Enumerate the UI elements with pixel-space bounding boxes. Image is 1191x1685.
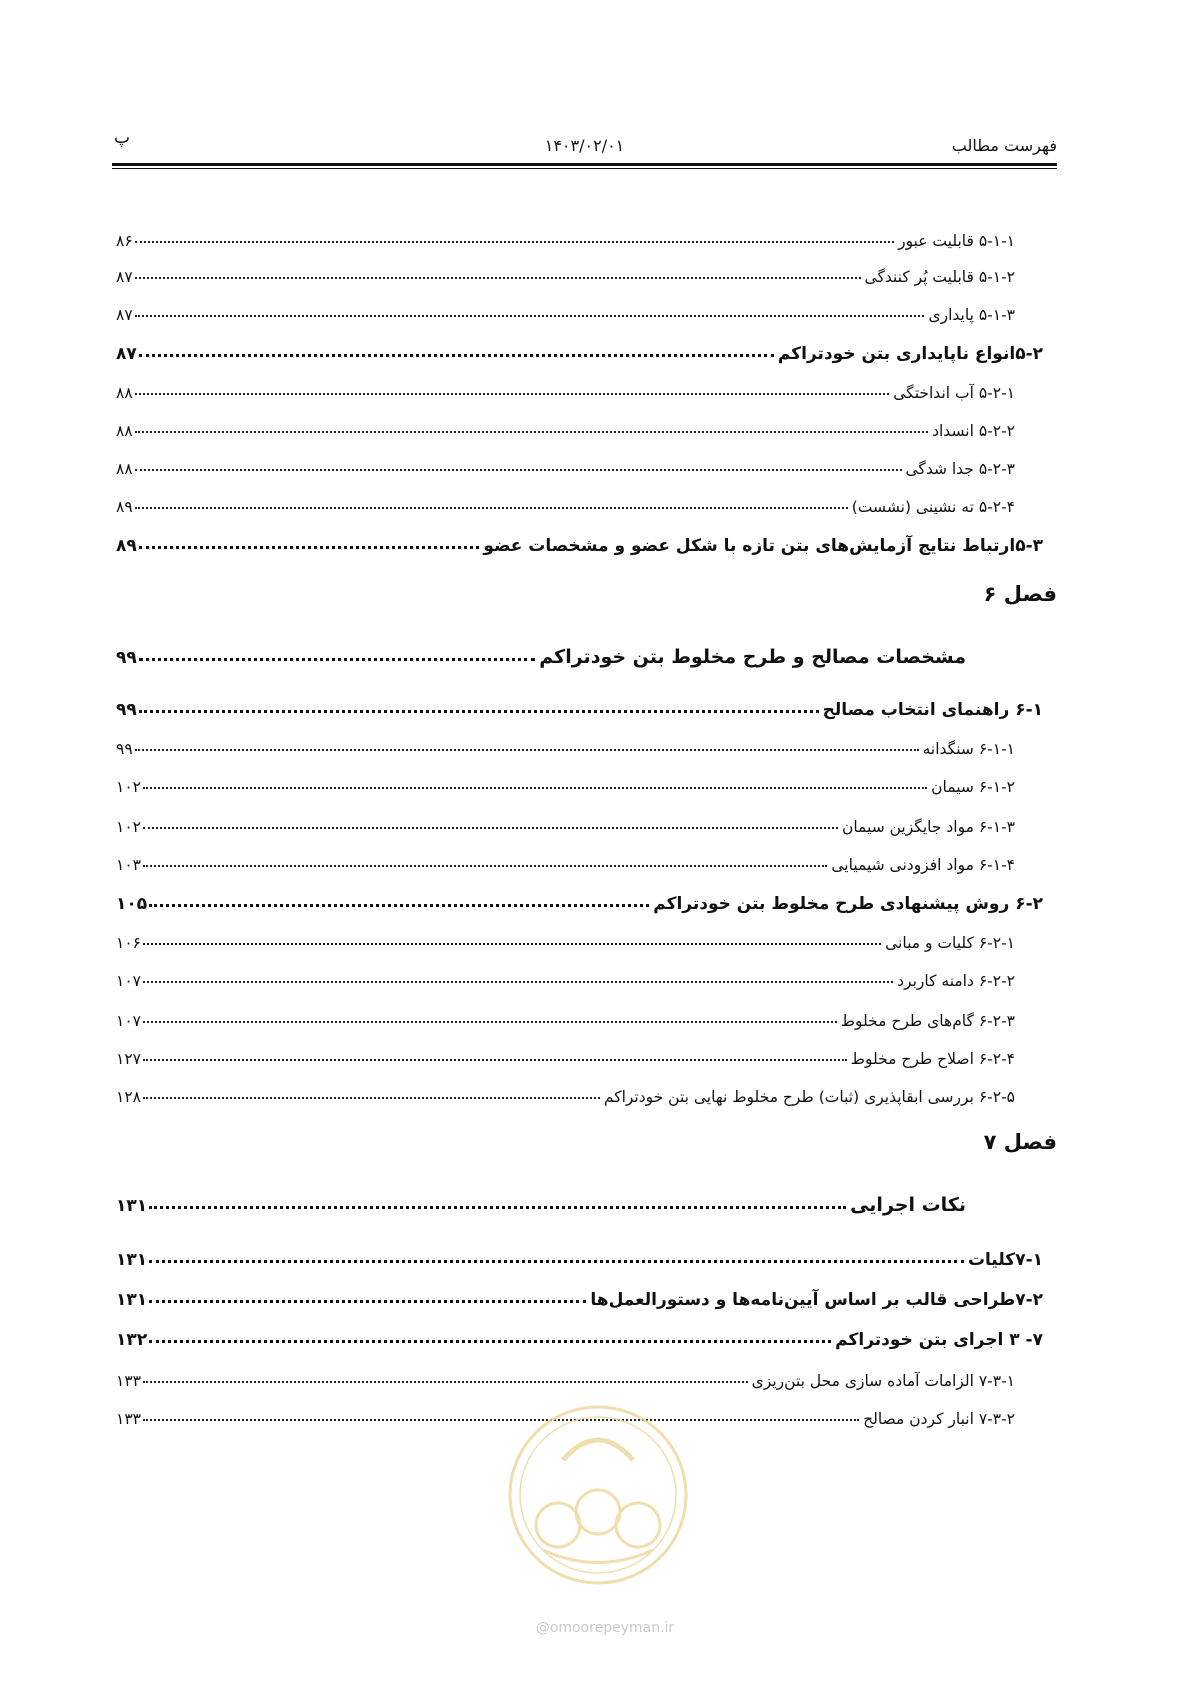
toc-entry-sec[interactable] bbox=[116, 336, 1043, 364]
dot-leader bbox=[149, 1260, 964, 1263]
toc-entry-title: ۵-۱-۳ پایداری bbox=[928, 306, 1015, 324]
toc-entry-sub[interactable] bbox=[116, 412, 1015, 440]
toc-entry-title: ۷-۳-۲ انبار کردن مصالح bbox=[863, 1410, 1015, 1428]
toc-entry-title: ۵-۲-۴ ته نشینی (نشست) bbox=[851, 498, 1015, 516]
toc-entry-title: ۵-۱-۲ قابلیت پُر کنندگی bbox=[864, 268, 1015, 286]
dot-leader bbox=[135, 277, 861, 279]
toc-entry-main[interactable] bbox=[116, 1188, 966, 1216]
toc-entry-page-number: ۸۶ bbox=[116, 232, 133, 250]
toc-entry-sec[interactable] bbox=[116, 692, 1043, 720]
toc-entry-sec[interactable] bbox=[116, 528, 1043, 556]
dot-leader bbox=[143, 1097, 600, 1099]
dot-leader bbox=[135, 749, 919, 751]
toc-entry-sec[interactable] bbox=[116, 886, 1043, 914]
dot-leader bbox=[143, 1381, 748, 1383]
toc-entry-title: ۶-۲-۱ کلیات و مبانی bbox=[885, 934, 1015, 952]
toc-entry-title: ۵-۲-۳ جدا شدگی bbox=[905, 460, 1015, 478]
dot-leader bbox=[139, 354, 774, 357]
toc-entry-page-number: ۱۳۱ bbox=[116, 1196, 148, 1216]
dot-leader bbox=[139, 658, 536, 661]
toc-entry-sec[interactable] bbox=[116, 1282, 1043, 1310]
toc-entry-title: ۶-۲-۲ دامنه کاربرد bbox=[897, 972, 1015, 990]
dot-leader bbox=[143, 1059, 847, 1061]
dot-leader bbox=[143, 1021, 837, 1023]
toc-entry-page-number: ۱۰۳ bbox=[116, 856, 141, 874]
toc-entry-sub[interactable] bbox=[116, 962, 1015, 990]
toc-entry-page-number: ۱۰۷ bbox=[116, 972, 141, 990]
toc-entry-title: ۶-۱-۳ مواد جایگزین سیمان bbox=[841, 818, 1015, 836]
toc-entry-sub[interactable] bbox=[116, 768, 1015, 796]
dot-leader bbox=[135, 507, 848, 509]
toc-entry-page-number: ۸۹ bbox=[116, 536, 137, 556]
header-section-title: فهرست مطالب bbox=[951, 136, 1057, 155]
toc-entry-title: ۶-۲-۴ اصلاح طرح مخلوط bbox=[850, 1050, 1015, 1068]
chapter-heading: فصل ۷ bbox=[983, 1130, 1057, 1154]
toc-entry-page-number: ۱۳۳ bbox=[116, 1372, 141, 1390]
chapter-heading: فصل ۶ bbox=[983, 582, 1057, 606]
toc-entry-title: ۶-۲-۵ بررسی ابقاپذیری (ثبات) طرح مخلوط نهایی بتن خودتراکم bbox=[603, 1088, 1015, 1106]
toc-entry-title: ۵-۲-۱ آب انداختگی bbox=[893, 384, 1015, 402]
header-page-letter: پ bbox=[114, 128, 131, 148]
toc-entry-title: ۷-۱کلیات bbox=[967, 1250, 1043, 1270]
toc-entry-page-number: ۱۳۱ bbox=[116, 1250, 148, 1270]
dot-leader bbox=[143, 787, 927, 789]
toc-entry-page-number: ۸۷ bbox=[116, 344, 137, 364]
toc-entry-page-number: ۸۸ bbox=[116, 422, 133, 440]
dot-leader bbox=[143, 865, 827, 867]
toc-entry-title: ۶-۱ راهنمای انتخاب مصالح bbox=[822, 700, 1043, 720]
toc-entry-page-number: ۸۹ bbox=[116, 498, 133, 516]
dot-leader bbox=[143, 827, 838, 829]
dot-leader bbox=[149, 1206, 846, 1209]
watermark-seal-icon bbox=[503, 1400, 693, 1590]
toc-entry-page-number: ۹۹ bbox=[116, 648, 137, 668]
toc-entry-title: ۷-۲طراحی قالب بر اساس آیین‌نامه‌ها و دستورالعمل‌ها bbox=[590, 1290, 1043, 1310]
dot-leader bbox=[143, 1419, 859, 1421]
toc-entry-page-number: ۱۰۲ bbox=[116, 818, 141, 836]
toc-entry-title: ۶-۱-۲ سیمان bbox=[931, 778, 1015, 796]
toc-entry-page-number: ۱۲۷ bbox=[116, 1050, 141, 1068]
toc-entry-page-number: ۱۳۲ bbox=[116, 1330, 148, 1350]
toc-entry-sub[interactable] bbox=[116, 730, 1015, 758]
toc-entry-title: ۶-۱-۴ مواد افزودنی شیمیایی bbox=[831, 856, 1015, 874]
toc-entry-page-number: ۱۰۲ bbox=[116, 778, 141, 796]
dot-leader bbox=[139, 546, 480, 549]
toc-entry-sec[interactable] bbox=[116, 1242, 1043, 1270]
toc-entry-title: ۵-۱-۱ قابلیت عبور bbox=[898, 232, 1015, 250]
toc-entry-title: ۵-۳ارتباط نتایج آزمایش‌های بتن تازه با شکل عضو و مشخصات عضو bbox=[483, 536, 1043, 556]
toc-entry-sub[interactable] bbox=[116, 374, 1015, 402]
dot-leader bbox=[135, 315, 925, 317]
dot-leader bbox=[149, 1340, 831, 1343]
toc-entry-title: ۶-۲ روش پیشنهادی طرح مخلوط بتن خودتراکم bbox=[653, 894, 1043, 914]
dot-leader bbox=[135, 431, 928, 433]
toc-entry-title: ۶-۲-۳ گام‌های طرح مخلوط bbox=[840, 1012, 1015, 1030]
toc-entry-sub[interactable] bbox=[116, 296, 1015, 324]
toc-entry-title: ۷- ۳ اجرای بتن خودتراکم bbox=[835, 1330, 1043, 1350]
toc-entry-sub[interactable] bbox=[116, 1362, 1015, 1390]
dot-leader bbox=[143, 943, 881, 945]
toc-entry-title: ۷-۳-۱ الزامات آماده سازی محل بتن‌ریزی bbox=[751, 1372, 1015, 1390]
toc-entry-page-number: ۱۰۷ bbox=[116, 1012, 141, 1030]
toc-entry-sub[interactable] bbox=[116, 1040, 1015, 1068]
dot-leader bbox=[149, 1300, 586, 1303]
dot-leader bbox=[135, 241, 894, 243]
toc-entry-title: ۵-۲-۲ انسداد bbox=[932, 422, 1015, 440]
dot-leader bbox=[135, 469, 902, 471]
toc-entry-page-number: ۸۸ bbox=[116, 460, 133, 478]
toc-entry-sub[interactable] bbox=[116, 1002, 1015, 1030]
toc-entry-title: ۶-۱-۱ سنگدانه bbox=[922, 740, 1015, 758]
toc-entry-main[interactable] bbox=[116, 640, 966, 668]
toc-entry-sub[interactable] bbox=[116, 924, 1015, 952]
dot-leader bbox=[143, 981, 893, 983]
toc-entry-page-number: ۱۳۳ bbox=[116, 1410, 141, 1428]
toc-entry-page-number: ۱۰۵ bbox=[116, 894, 148, 914]
dot-leader bbox=[139, 710, 819, 713]
toc-entry-page-number: ۸۸ bbox=[116, 384, 133, 402]
toc-entry-page-number: ۱۲۸ bbox=[116, 1088, 141, 1106]
dot-leader bbox=[135, 393, 890, 395]
watermark-url: @omoorepeyman.ir bbox=[535, 1620, 675, 1636]
toc-entry-title: نکات اجرایی bbox=[850, 1194, 966, 1216]
toc-entry-sub[interactable] bbox=[116, 258, 1015, 286]
toc-entry-page-number: ۸۷ bbox=[116, 306, 133, 324]
toc-entry-sub[interactable] bbox=[116, 846, 1015, 874]
toc-entry-title: مشخصات مصالح و طرح مخلوط بتن خودتراکم bbox=[539, 646, 966, 668]
toc-entry-sub[interactable] bbox=[116, 808, 1015, 836]
toc-entry-title: ۵-۲انواع ناپایداری بتن خودتراکم bbox=[777, 344, 1043, 364]
toc-entry-page-number: ۹۹ bbox=[116, 740, 133, 758]
toc-entry-sub[interactable] bbox=[116, 1078, 1015, 1106]
dot-leader bbox=[149, 904, 649, 907]
toc-entry-sec[interactable] bbox=[116, 1322, 1043, 1350]
toc-entry-page-number: ۱۰۶ bbox=[116, 934, 141, 952]
toc-entry-page-number: ۹۹ bbox=[116, 700, 137, 720]
toc-entry-page-number: ۱۳۱ bbox=[116, 1290, 148, 1310]
header-date: ۱۴۰۳/۰۲/۰۱ bbox=[544, 136, 625, 155]
toc-entry-sub[interactable] bbox=[116, 488, 1015, 516]
toc-entry-sub[interactable] bbox=[116, 450, 1015, 478]
toc-entry-page-number: ۸۷ bbox=[116, 268, 133, 286]
toc-entry-sub[interactable] bbox=[116, 222, 1015, 250]
